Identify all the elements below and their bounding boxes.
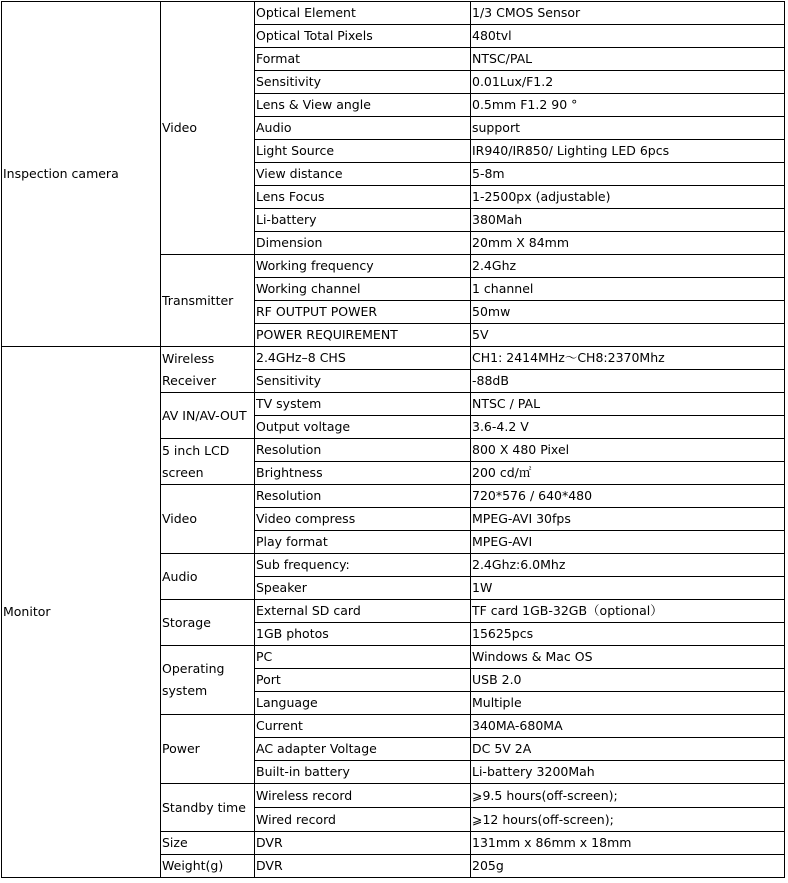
param-cell: 1GB photos [255, 623, 471, 646]
value-cell: 50mw [471, 301, 785, 324]
param-cell: AC adapter Voltage [255, 738, 471, 761]
value-cell: -88dB [471, 370, 785, 393]
value-cell: 3.6-4.2 V [471, 416, 785, 439]
param-cell: Working channel [255, 278, 471, 301]
value-cell: Li-battery 3200Mah [471, 761, 785, 784]
param-cell: Resolution [255, 485, 471, 508]
value-cell: 200 cd/㎡ [471, 462, 785, 485]
value-cell: IR940/IR850/ Lighting LED 6pcs [471, 140, 785, 163]
param-cell: Light Source [255, 140, 471, 163]
value-cell: 1/3 CMOS Sensor [471, 2, 785, 25]
param-cell: DVR [255, 832, 471, 855]
value-cell: 1-2500px (adjustable) [471, 186, 785, 209]
param-cell: Sensitivity [255, 71, 471, 94]
param-cell: Play format [255, 531, 471, 554]
value-cell: 0.5mm F1.2 90 ° [471, 94, 785, 117]
value-cell: NTSC/PAL [471, 48, 785, 71]
subgroup-cell: Size [161, 832, 255, 855]
param-cell: Language [255, 692, 471, 715]
subgroup-cell: Standby time [161, 784, 255, 832]
subgroup-cell: Audio [161, 554, 255, 600]
subgroup-cell: Transmitter [161, 255, 255, 347]
value-cell: 720*576 / 640*480 [471, 485, 785, 508]
param-cell: Working frequency [255, 255, 471, 278]
value-cell: ⩾12 hours(off-screen); [471, 808, 785, 832]
subgroup-cell: Storage [161, 600, 255, 646]
value-cell: 2.4Ghz [471, 255, 785, 278]
param-cell: Format [255, 48, 471, 71]
value-cell: 800 X 480 Pixel [471, 439, 785, 462]
param-cell: Lens Focus [255, 186, 471, 209]
value-cell: Windows & Mac OS [471, 646, 785, 669]
value-cell: Multiple [471, 692, 785, 715]
value-cell: NTSC / PAL [471, 393, 785, 416]
param-cell: Sensitivity [255, 370, 471, 393]
value-cell: 1 channel [471, 278, 785, 301]
subgroup-cell: Operating system [161, 646, 255, 715]
group-cell: Monitor [2, 347, 161, 878]
value-cell: 2.4Ghz:6.0Mhz [471, 554, 785, 577]
param-cell: Current [255, 715, 471, 738]
subgroup-cell: Video [161, 2, 255, 255]
value-cell: 5V [471, 324, 785, 347]
param-cell: RF OUTPUT POWER [255, 301, 471, 324]
param-cell: Li-battery [255, 209, 471, 232]
param-cell: View distance [255, 163, 471, 186]
value-cell: 380Mah [471, 209, 785, 232]
subgroup-cell: AV IN/AV-OUT [161, 393, 255, 439]
value-cell: 205g [471, 855, 785, 878]
subgroup-cell: 5 inch LCD screen [161, 439, 255, 485]
param-cell: External SD card [255, 600, 471, 623]
param-cell: Wired record [255, 808, 471, 832]
spec-table-body [2, 2, 785, 878]
subgroup-cell: Video [161, 485, 255, 554]
param-cell: Output voltage [255, 416, 471, 439]
param-cell: Built-in battery [255, 761, 471, 784]
param-cell: 2.4GHz–8 CHS [255, 347, 471, 370]
value-cell: 480tvl [471, 25, 785, 48]
group-cell: Inspection camera [2, 2, 161, 347]
param-cell: Video compress [255, 508, 471, 531]
param-cell: Port [255, 669, 471, 692]
value-cell: support [471, 117, 785, 140]
param-cell: TV system [255, 393, 471, 416]
param-cell: PC [255, 646, 471, 669]
param-cell: Dimension [255, 232, 471, 255]
subgroup-cell: Weight(g) [161, 855, 255, 878]
value-cell: CH1: 2414MHz～CH8:2370Mhz [471, 347, 785, 370]
value-cell: 5-8m [471, 163, 785, 186]
param-cell: Resolution [255, 439, 471, 462]
value-cell: 20mm X 84mm [471, 232, 785, 255]
param-cell: Brightness [255, 462, 471, 485]
param-cell: Optical Element [255, 2, 471, 25]
table-row [2, 2, 785, 25]
param-cell: DVR [255, 855, 471, 878]
subgroup-cell: Wireless Receiver [161, 347, 255, 393]
value-cell: 131mm x 86mm x 18mm [471, 832, 785, 855]
param-cell: Audio [255, 117, 471, 140]
value-cell: USB 2.0 [471, 669, 785, 692]
param-cell: Sub frequency: [255, 554, 471, 577]
value-cell: MPEG-AVI 30fps [471, 508, 785, 531]
param-cell: Optical Total Pixels [255, 25, 471, 48]
param-cell: Lens & View angle [255, 94, 471, 117]
value-cell: MPEG-AVI [471, 531, 785, 554]
value-cell: ⩾9.5 hours(off-screen); [471, 784, 785, 808]
value-cell: DC 5V 2A [471, 738, 785, 761]
value-cell: 1W [471, 577, 785, 600]
table-row [2, 347, 785, 370]
param-cell: POWER REQUIREMENT [255, 324, 471, 347]
param-cell: Wireless record [255, 784, 471, 808]
value-cell: 0.01Lux/F1.2 [471, 71, 785, 94]
subgroup-cell: Power [161, 715, 255, 784]
spec-table [1, 1, 785, 878]
value-cell: TF card 1GB-32GB（optional） [471, 600, 785, 623]
value-cell: 340MA-680MA [471, 715, 785, 738]
value-cell: 15625pcs [471, 623, 785, 646]
param-cell: Speaker [255, 577, 471, 600]
